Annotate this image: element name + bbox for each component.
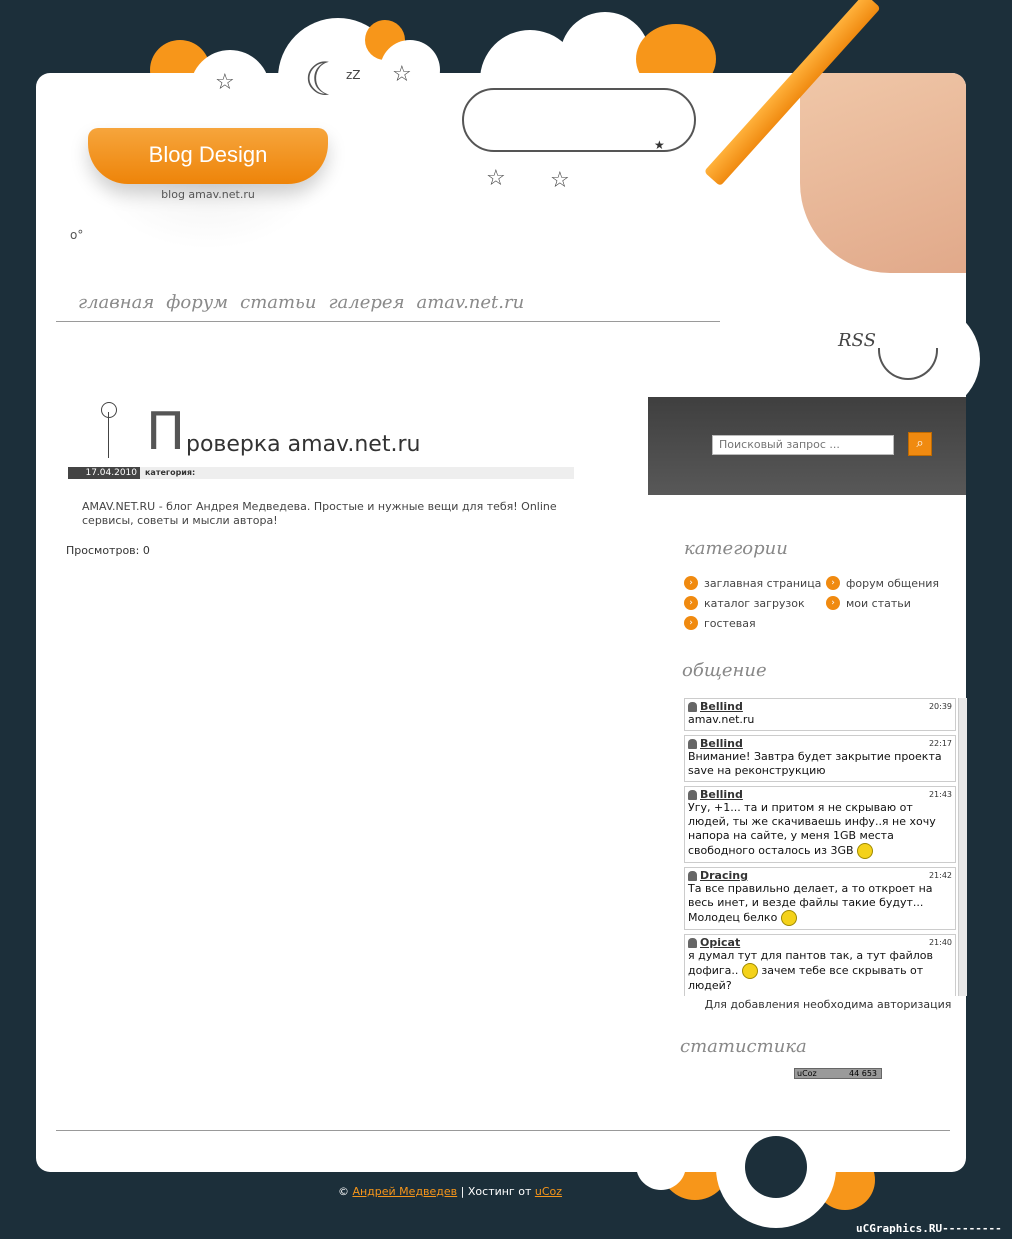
flower-icon [101, 402, 117, 418]
user-icon [688, 739, 697, 749]
category-label[interactable]: каталог загрузок [704, 596, 805, 610]
arrow-bullet-icon: › [684, 616, 698, 630]
chat-title: общение [682, 660, 767, 681]
chat-message [684, 698, 956, 731]
nav-item-forum[interactable]: форум [166, 292, 229, 313]
stats-title: статистика [680, 1036, 807, 1057]
chat-time: 20:39 [928, 702, 952, 711]
chat-username[interactable]: Bellind [700, 788, 743, 801]
chat-auth-note: Для добавления необходима авторизация [704, 998, 952, 1011]
user-icon [688, 938, 697, 948]
chat-username[interactable]: Opicat [700, 936, 741, 949]
host-link[interactable]: uCoz [534, 1185, 563, 1198]
author-link[interactable]: Андрей Медведев [352, 1185, 458, 1198]
chat-text-content: Та все правильно делает, а то откроет на весь инет, и везде файлы такие будут... Молодец белко [688, 882, 933, 924]
category-label[interactable]: форум общения [846, 576, 940, 590]
copyright-sign: © [337, 1185, 349, 1198]
chat-text-content: Угу, +1... та и притом я не скрываю от людей, ты же скачиваешь инфу..я не хочу напора на сайте, у меня 1GB места свободного осталось из 3GB [688, 801, 936, 857]
site-subtitle: blog amav.net.ru [161, 188, 255, 201]
magnifier-icon: ⌕ [916, 436, 924, 451]
chat-time: 21:42 [928, 871, 952, 880]
watermark: uCGraphics.RU--------- [856, 1222, 1002, 1235]
chat-text [688, 882, 952, 926]
smiley-icon [781, 910, 797, 926]
category-label[interactable]: заглавная страница [704, 576, 822, 590]
nav-item-gallery[interactable]: галерея [328, 292, 405, 313]
post-date: 17.04.2010 [68, 467, 140, 479]
arrow-bullet-icon: › [826, 576, 840, 590]
bubbles-icon: o° [70, 228, 84, 242]
search-button[interactable] [908, 432, 932, 456]
footer-divider [56, 1130, 950, 1131]
category-item[interactable] [826, 576, 939, 590]
chat-time: 22:17 [928, 739, 952, 748]
chat-message [684, 867, 956, 930]
category-item[interactable] [826, 596, 911, 610]
category-item[interactable] [684, 596, 805, 610]
rss-label[interactable]: RSS [838, 330, 876, 351]
site-title[interactable]: Blog Design [148, 142, 268, 167]
chat-message [684, 786, 956, 863]
search-input[interactable] [712, 435, 894, 455]
post-title-initial: П [146, 402, 186, 462]
star-icon: ★ [654, 138, 665, 152]
flower-stem [108, 412, 109, 458]
post-title: роверка amav.net.ru [186, 432, 421, 457]
sleep-zz-icon: zZ [346, 68, 361, 82]
visit-counter[interactable] [794, 1068, 882, 1079]
chat-box [682, 698, 958, 996]
smiley-icon [742, 963, 758, 979]
main-nav [78, 292, 524, 313]
arrow-bullet-icon: › [826, 596, 840, 610]
smiley-icon [857, 843, 873, 859]
chat-text [688, 801, 952, 859]
chat-scrollbar[interactable] [958, 698, 967, 996]
chat-text-tail: зачем тебе все скрывать от людей? [688, 964, 924, 992]
user-icon [688, 790, 697, 800]
chat-time: 21:40 [928, 938, 952, 947]
chat-text-content: я думал тут для пантов так, а тут файлов дофига.. [688, 949, 933, 977]
arrow-bullet-icon: › [684, 596, 698, 610]
post-category: категория: [145, 468, 196, 477]
chat-message [684, 735, 956, 782]
footer [0, 1185, 900, 1198]
category-label[interactable]: гостевая [704, 616, 756, 630]
chat-text: Внимание! Завтра будет закрытие проекта save на реконструкцию [688, 750, 942, 777]
user-icon [688, 871, 697, 881]
counter-value: 44 653 [849, 1069, 877, 1078]
categories-title: категории [684, 538, 788, 559]
chat-username[interactable]: Bellind [700, 737, 743, 750]
post-body: AMAV.NET.RU - блог Андрея Медведева. Простые и нужные вещи для тебя! Online сервисы, советы и мысли автора! [82, 500, 557, 527]
chat-time: 21:43 [928, 790, 952, 799]
post-views: Просмотров: 0 [66, 544, 150, 557]
moon-icon: ☾ [304, 52, 346, 106]
star-icon: ☆ [550, 168, 570, 193]
category-item[interactable] [684, 616, 756, 630]
arrow-bullet-icon: › [684, 576, 698, 590]
counter-brand: uCoz [797, 1069, 817, 1078]
category-item[interactable] [684, 576, 821, 590]
user-icon [688, 702, 697, 712]
chat-message [684, 934, 956, 996]
chat-username[interactable]: Dracing [700, 869, 748, 882]
chat-text [688, 949, 952, 993]
star-icon: ☆ [486, 166, 506, 191]
star-icon: ☆ [215, 70, 235, 95]
chat-text: amav.net.ru [688, 713, 755, 726]
hosting-text: | Хостинг от [460, 1185, 532, 1198]
nav-item-site[interactable]: amav.net.ru [416, 292, 525, 313]
category-label[interactable]: мои статьи [846, 596, 911, 610]
hand-illustration [800, 73, 966, 273]
nav-divider [56, 321, 720, 322]
chat-username[interactable]: Bellind [700, 700, 743, 713]
nav-item-home[interactable]: главная [78, 292, 155, 313]
nav-item-articles[interactable]: статьи [240, 292, 317, 313]
star-icon: ☆ [392, 62, 412, 87]
post-meta-bar [68, 467, 574, 479]
